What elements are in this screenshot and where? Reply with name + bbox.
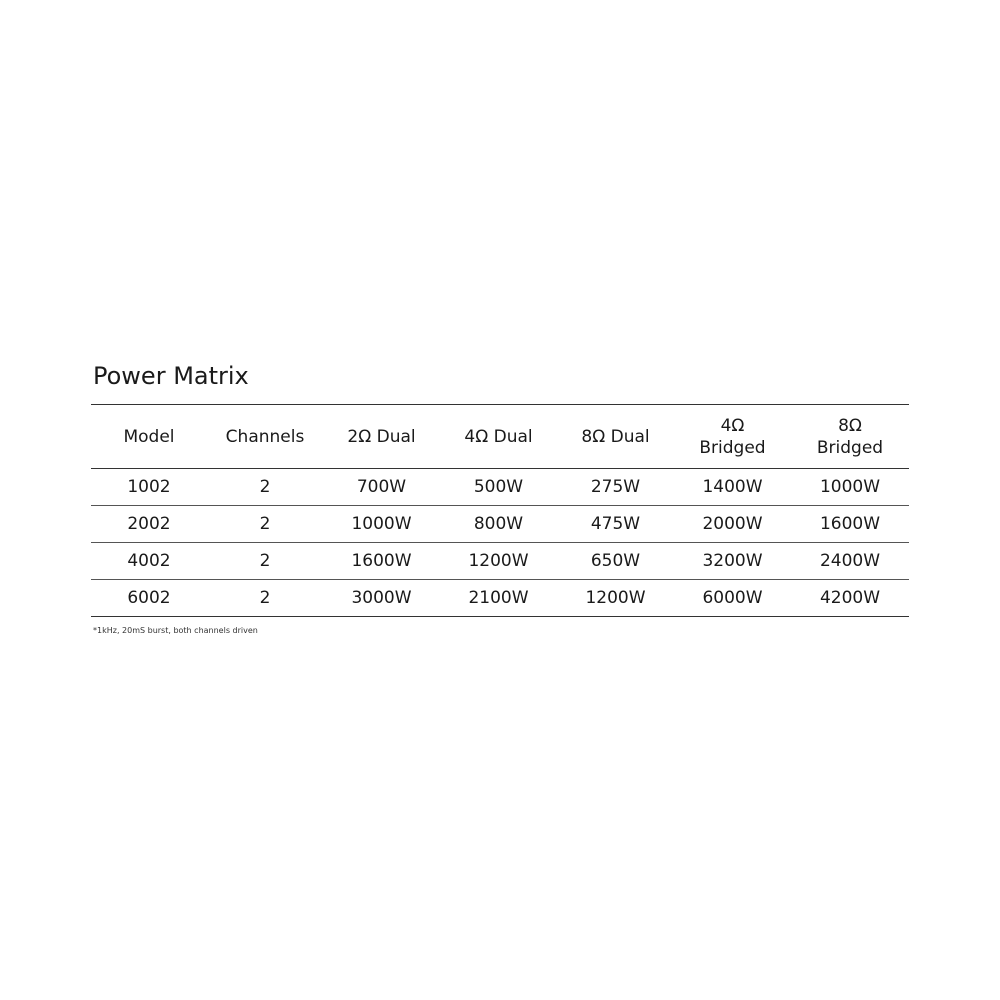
column-header-model: Model bbox=[91, 405, 207, 469]
table-cell: 1400W bbox=[674, 469, 791, 506]
table-row bbox=[91, 580, 909, 617]
table-cell: 475W bbox=[557, 506, 674, 543]
table-cell: 275W bbox=[557, 469, 674, 506]
column-header-4ohm-dual: 4Ω Dual bbox=[440, 405, 557, 469]
table-cell: 6002 bbox=[91, 580, 207, 617]
table-cell: 1600W bbox=[323, 543, 440, 580]
table-cell: 2002 bbox=[91, 506, 207, 543]
power-matrix-table bbox=[91, 404, 909, 617]
table-cell: 2 bbox=[207, 543, 323, 580]
table-cell: 1000W bbox=[791, 469, 909, 506]
header-row bbox=[91, 405, 909, 469]
table-cell: 1000W bbox=[323, 506, 440, 543]
table-cell: 3200W bbox=[674, 543, 791, 580]
table-cell: 3000W bbox=[323, 580, 440, 617]
table-cell: 2000W bbox=[674, 506, 791, 543]
page-title: Power Matrix bbox=[93, 362, 249, 390]
column-header-2ohm-dual: 2Ω Dual bbox=[323, 405, 440, 469]
table-cell: 1200W bbox=[557, 580, 674, 617]
table-cell: 650W bbox=[557, 543, 674, 580]
table-row bbox=[91, 543, 909, 580]
table-row bbox=[91, 506, 909, 543]
table-cell: 800W bbox=[440, 506, 557, 543]
table-cell: 4200W bbox=[791, 580, 909, 617]
footnote: *1kHz, 20mS burst, both channels driven bbox=[93, 626, 258, 635]
column-header-8ohm-dual: 8Ω Dual bbox=[557, 405, 674, 469]
table-cell: 500W bbox=[440, 469, 557, 506]
column-header-channels: Channels bbox=[207, 405, 323, 469]
table-cell: 6000W bbox=[674, 580, 791, 617]
table-cell: 2100W bbox=[440, 580, 557, 617]
table-cell: 2 bbox=[207, 506, 323, 543]
table-cell: 2400W bbox=[791, 543, 909, 580]
table-cell: 4002 bbox=[91, 543, 207, 580]
table-cell: 700W bbox=[323, 469, 440, 506]
table-cell: 2 bbox=[207, 469, 323, 506]
table-cell: 1200W bbox=[440, 543, 557, 580]
column-header-8ohm-bridged: 8Ω Bridged bbox=[791, 405, 909, 469]
column-header-4ohm-bridged: 4Ω Bridged bbox=[674, 405, 791, 469]
table-cell: 1002 bbox=[91, 469, 207, 506]
table-cell: 1600W bbox=[791, 506, 909, 543]
table-row bbox=[91, 469, 909, 506]
table-cell: 2 bbox=[207, 580, 323, 617]
